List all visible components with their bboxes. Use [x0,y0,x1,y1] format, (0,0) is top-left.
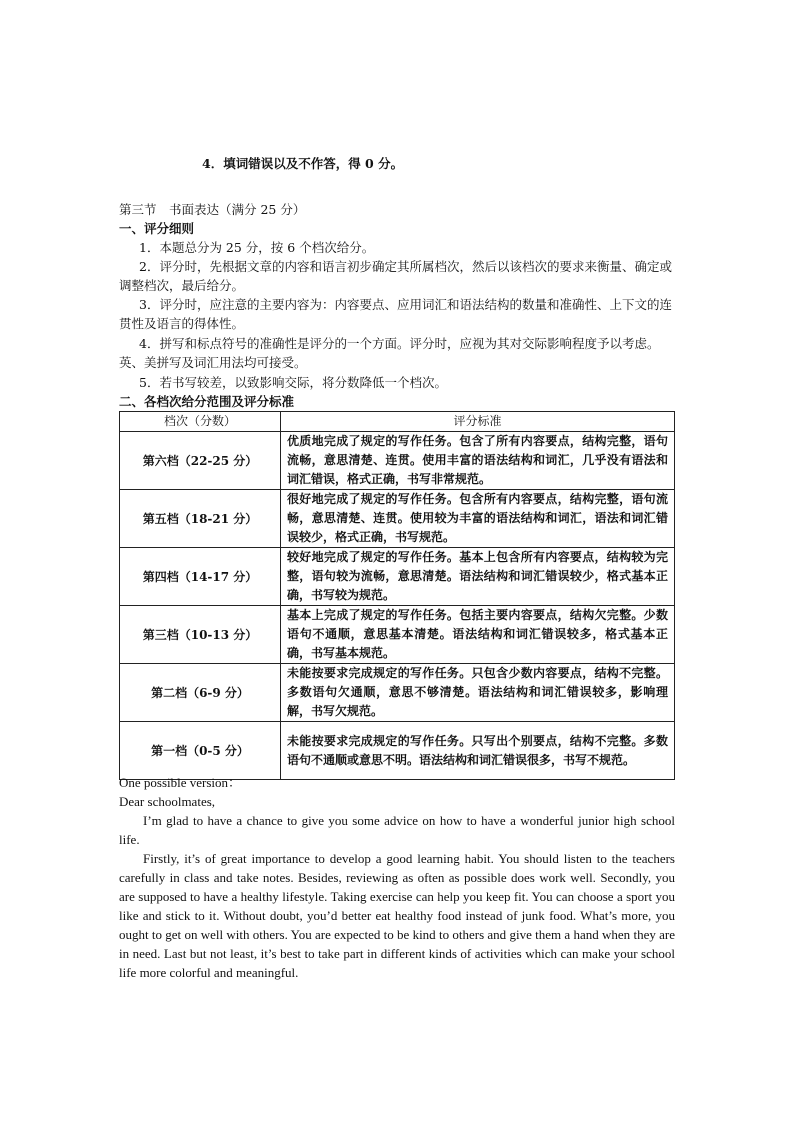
grading-table [119,411,675,780]
table-row [120,722,675,780]
level-cell: 第三档（10-13 分） [120,606,281,664]
level-cell: 第二档（6-9 分） [120,664,281,722]
header-level: 档次（分数） [120,412,281,432]
rule-1-text: 1．本题总分为 25 分，按 6 个档次给分。 [139,240,375,255]
sample-paragraph-1: I’m glad to have a chance to give you some advice on how to have a wonderful junior high school life. [119,813,675,847]
scoring-item-4: 4．填词错误以及不作答，得 0 分。 [202,156,404,171]
section-title: 第三节 书面表达（满分 25 分） [119,202,306,217]
table-row [120,548,675,606]
standard-cell: 未能按要求完成规定的写作任务。只写出个别要点，结构不完整。多数语句不通顺或意思不明。语法结构和词汇错误很多，书写不规范。 [281,722,675,780]
level-cell: 第五档（18-21 分） [120,490,281,548]
sample-intro: One possible version： [119,775,242,790]
rule-4 [119,334,675,372]
standard-cell: 未能按要求完成规定的写作任务。只包含少数内容要点，结构不完整。多数语句欠通顺，意思不够清楚。语法结构和词汇错误较多，影响理解，书写欠规范。 [281,664,675,722]
table-row [120,664,675,722]
rule-2-text: 2．评分时，先根据文章的内容和语言初步确定其所属档次，然后以该档次的要求来衡量、确定或调整档次，最后给分。 [119,259,672,293]
rule-2 [119,257,675,295]
level-cell: 第四档（14-17 分） [120,548,281,606]
standard-cell: 较好地完成了规定的写作任务。基本上包含所有内容要点，结构较为完整，语句较为流畅，意思清楚。语法结构和词汇错误较少，格式基本正确，书写较为规范。 [281,548,675,606]
standard-cell: 基本上完成了规定的写作任务。包括主要内容要点，结构欠完整。少数语句不通顺，意思基本清楚。语法结构和词汇错误较多，格式基本正确，书写基本规范。 [281,606,675,664]
table-row [120,606,675,664]
rule-5-text: 5．若书写较差，以致影响交际，将分数降低一个档次。 [139,375,447,390]
level-cell: 第六档（22-25 分） [120,432,281,490]
table-row [120,432,675,490]
table-row [120,490,675,548]
standard-cell: 很好地完成了规定的写作任务。包含所有内容要点，结构完整，语句流畅，意思清楚、连贯。使用较为丰富的语法结构和词汇，语法和词汇错误较少，格式正确，书写规范。 [281,490,675,548]
rule-1 [119,238,675,257]
sample-greeting: Dear schoolmates, [119,794,216,809]
header-standard: 评分标准 [281,412,675,432]
level-cell: 第一档（0-5 分） [120,722,281,780]
standard-cell: 优质地完成了规定的写作任务。包含了所有内容要点，结构完整，语句流畅，意思清楚、连贯。使用丰富的语法结构和词汇，几乎没有语法和词汇错误，格式正确，书写非常规范。 [281,432,675,490]
rule-4-text: 4．拼写和标点符号的准确性是评分的一个方面。评分时，应视为其对交际影响程度予以考虑。英、美拼写及词汇用法均可接受。 [119,336,660,370]
sample-paragraph-2: Firstly, it’s of great importance to develop a good learning habit. You should listen to the teachers carefully in class and take notes. Besides, reviewing as often as possible does work well. Secondly, you are supposed to have a healthy lifestyle. Taking exercise can help you keep fit. You can choose a sport you like and stick to it. Without doubt, you’d better eat healthy food instead of junk food. What’s more, you ought to get on well with others. You are expected to be kind to others and give them a hand when they are in need. Last but not least, it’s best to take part in different kinds of activities which can make your school life more colorful and meaningful. [119,851,675,980]
rule-3 [119,295,675,333]
rule-3-text: 3．评分时，应注意的主要内容为：内容要点、应用词汇和语法结构的数量和准确性、上下文的连贯性及语言的得体性。 [119,297,672,331]
part1-heading: 一、评分细则 [119,221,195,236]
table-header-row [120,412,675,432]
sample-essay [119,773,675,982]
rule-5 [119,373,675,392]
part2-heading: 二、各档次给分范围及评分标准 [119,394,295,409]
